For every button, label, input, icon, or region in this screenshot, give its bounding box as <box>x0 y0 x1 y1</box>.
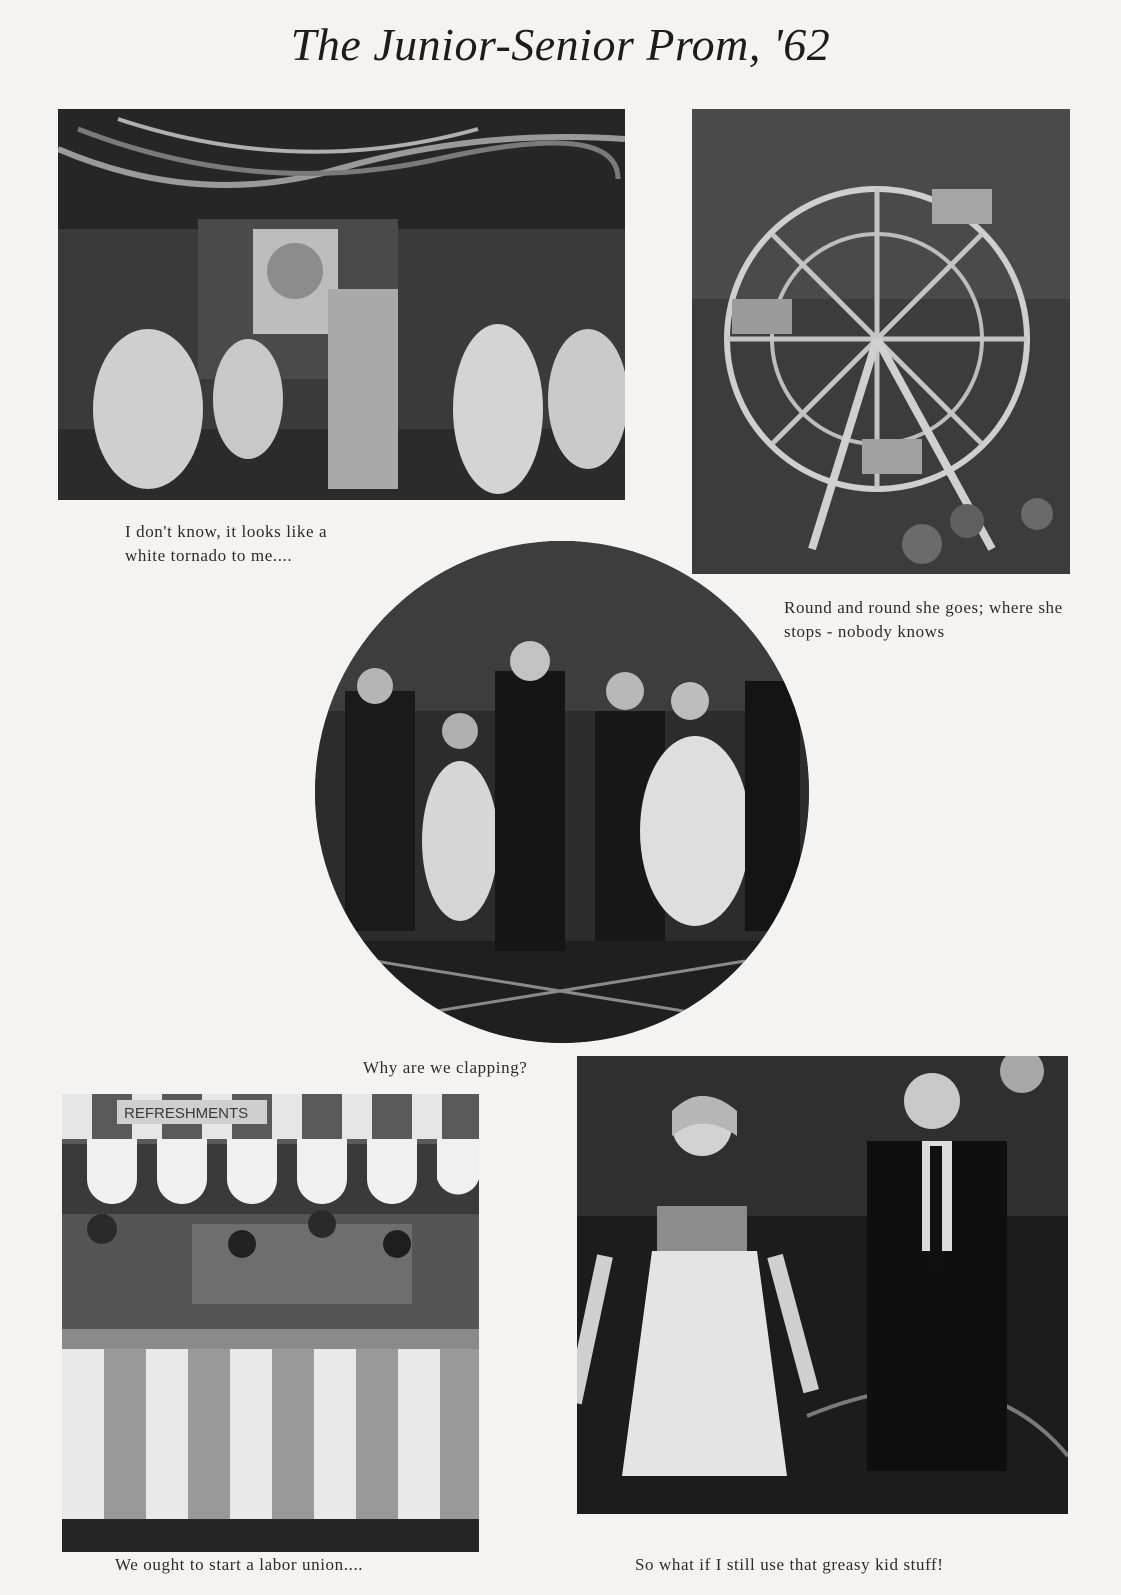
dance-floor-caption: I don't know, it looks like a white tornado to me.... <box>125 522 328 565</box>
couple-dancing-caption: So what if I still use that greasy kid stuff! <box>635 1555 944 1574</box>
refreshments-sign: REFRESHMENTS <box>124 1105 249 1122</box>
couple-dancing-photo <box>577 1056 1068 1514</box>
ferris-wheel-caption: Round and round she goes; where she stops - nobody knows <box>784 598 1063 641</box>
page-title: The Junior-Senior Prom, '62 <box>290 19 831 70</box>
refreshments-caption: We ought to start a labor union.... <box>115 1555 364 1574</box>
clapping-caption: Why are we clapping? <box>363 1058 528 1077</box>
dance-floor-photo <box>58 109 625 500</box>
ferris-wheel-photo <box>692 109 1070 574</box>
clapping-dancers-photo <box>315 541 809 1043</box>
refreshments-photo <box>62 1094 479 1552</box>
